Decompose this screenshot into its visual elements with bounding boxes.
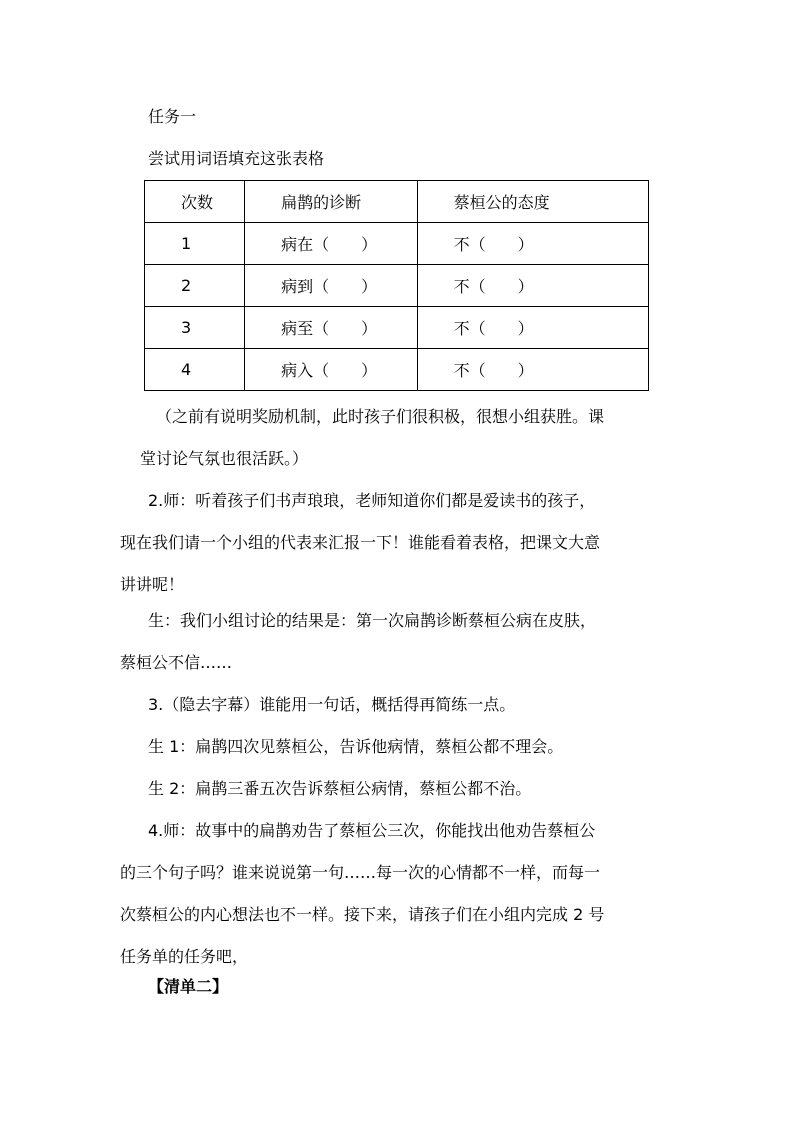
fill-in-table (144, 180, 649, 391)
student-paragraph (120, 600, 676, 684)
teacher-paragraph-2 (120, 480, 676, 606)
table-header-row (145, 181, 649, 223)
paragraph-line: 次蔡桓公的内心想法也不一样。接下来，请孩子们在小组内完成 2 号 (120, 905, 605, 924)
table-cell-attitude: 不（ ） (417, 223, 648, 265)
paragraph-line: 4.师：故事中的扁鹊劝告了蔡桓公三次，你能找出他劝告蔡桓公 (148, 821, 596, 840)
note-line: 堂讨论气氛也很活跃。） (140, 449, 309, 468)
paragraph-line: 现在我们请一个小组的代表来汇报一下！谁能看着表格，把课文大意 (120, 533, 601, 552)
paragraph-line: 讲讲呢！ (120, 575, 185, 594)
table-cell-diagnosis: 病至（ ） (245, 307, 417, 349)
note-line: （之前有说明奖励机制，此时孩子们很积极，很想小组获胜。课 (156, 407, 605, 426)
teacher-paragraph-3: 3.（隐去字幕）谁能用一句话，概括得再简练一点。 (148, 695, 516, 714)
paragraph-line: 生：我们小组讨论的结果是：第一次扁鹊诊断蔡桓公病在皮肤， (148, 611, 597, 630)
paragraph-line: 蔡桓公不信…… (120, 653, 233, 672)
header-count: 次数 (145, 181, 245, 223)
table-cell-diagnosis: 病入（ ） (245, 349, 417, 391)
table-cell-diagnosis: 病在（ ） (245, 223, 417, 265)
table-cell-attitude: 不（ ） (417, 307, 648, 349)
header-diagnosis: 扁鹊的诊断 (245, 181, 417, 223)
note-paragraph (140, 396, 676, 480)
paragraph-line: 的三个句子吗？谁来说说第一句……每一次的心情都不一样，而每一 (120, 863, 601, 882)
table-cell-attitude: 不（ ） (417, 265, 648, 307)
list-title: 【清单二】 (148, 977, 229, 996)
task-instruction: 尝试用词语填充这张表格 (148, 149, 325, 168)
paragraph-line: 2.师：听着孩子们书声琅琅，老师知道你们都是爱读书的孩子， (148, 491, 596, 510)
table-row (145, 349, 649, 391)
table-cell-count: 3 (145, 307, 245, 349)
task-title: 任务一 (148, 107, 197, 126)
table-row (145, 307, 649, 349)
student-1-answer: 生 1：扁鹊四次见蔡桓公，告诉他病情，蔡桓公都不理会。 (148, 737, 564, 756)
table-row (145, 265, 649, 307)
paragraph-line: 任务单的任务吧， (120, 947, 249, 966)
header-attitude: 蔡桓公的态度 (417, 181, 648, 223)
table-cell-count: 2 (145, 265, 245, 307)
table-cell-count: 1 (145, 223, 245, 265)
table-cell-attitude: 不（ ） (417, 349, 648, 391)
teacher-paragraph-4 (120, 810, 676, 978)
table-row (145, 223, 649, 265)
table-cell-count: 4 (145, 349, 245, 391)
table-cell-diagnosis: 病到（ ） (245, 265, 417, 307)
student-2-answer: 生 2：扁鹊三番五次告诉蔡桓公病情，蔡桓公都不治。 (148, 779, 532, 798)
